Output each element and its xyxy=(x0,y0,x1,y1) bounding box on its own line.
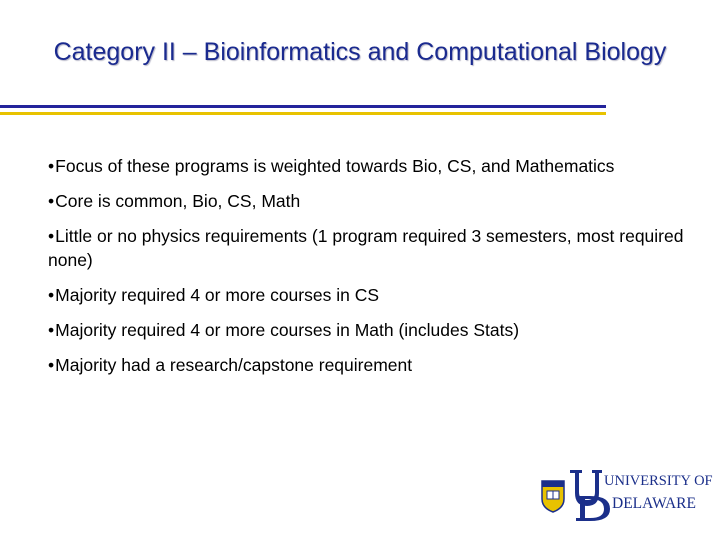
slide-title: Category II – Bioinformatics and Computational Biology xyxy=(53,38,667,66)
university-of-delaware-logo xyxy=(538,466,713,522)
logo-text-delaware: DELAWARE xyxy=(612,495,696,512)
bullet-marker: • xyxy=(48,285,55,305)
bullet-text: Majority had a research/capstone requirement xyxy=(55,355,413,375)
bullet-item xyxy=(48,224,688,272)
university-logo-graphic xyxy=(538,466,713,522)
bullet-text: Core is common, Bio, CS, Math xyxy=(55,191,301,211)
bullet-item xyxy=(48,353,688,377)
bullet-item xyxy=(48,283,688,307)
bullet-item xyxy=(48,318,688,342)
shield-icon xyxy=(542,481,564,512)
bullet-marker: • xyxy=(48,156,55,176)
bullet-item xyxy=(48,189,688,213)
bullet-text: Little or no physics requirements (1 program required 3 semesters, most required none) xyxy=(48,226,684,270)
title-divider-blue xyxy=(0,105,606,108)
bullet-text: Majority required 4 or more courses in Math (includes Stats) xyxy=(55,320,520,340)
bullet-marker: • xyxy=(48,320,55,340)
letter-u-mark xyxy=(570,470,602,506)
title-divider-gold xyxy=(0,112,606,115)
bullet-text: Focus of these programs is weighted towards Bio, CS, and Mathematics xyxy=(55,156,615,176)
bullet-marker: • xyxy=(48,226,55,246)
logo-text-university: UNIVERSITY OF xyxy=(604,473,713,489)
bullet-marker: • xyxy=(48,191,55,211)
bullet-item xyxy=(48,154,688,178)
bullet-text: Majority required 4 or more courses in CS xyxy=(55,285,380,305)
bullet-marker: • xyxy=(48,355,55,375)
bullet-list xyxy=(48,154,688,388)
